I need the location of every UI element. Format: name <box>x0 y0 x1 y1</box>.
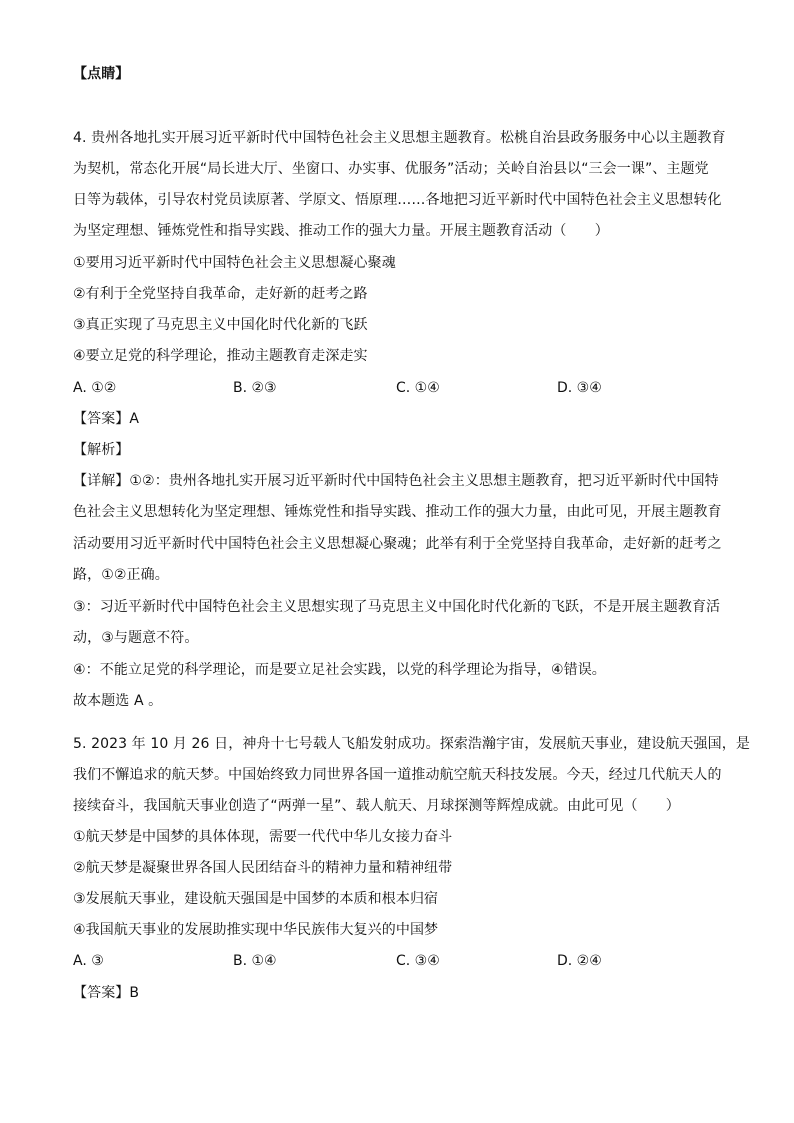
q5-stem-line-3: 接续奋斗，我国航天事业创造了“两弹一星”、载人航天、月球探测等辉煌成就。由此可见（ ） <box>73 798 680 814</box>
q4-item-2: ②有利于全党坚持自我革命，走好新的赶考之路 <box>73 286 368 302</box>
q5-stem-line-2: 我们不懈追求的航天梦。中国始终致力同世界各国一道推动航空航天科技发展。今天，经过几代航天人的 <box>73 767 722 783</box>
q4-option-a: A. ①② <box>73 380 117 396</box>
q4-detail-line-6: 动，③与题意不符。 <box>73 630 199 646</box>
q4-detail-line-1: 【详解】①②：贵州各地扎实开展习近平新时代中国特色社会主义思想主题教育，把习近平新时代中国特 <box>73 473 719 489</box>
q5-option-a: A. ③ <box>73 953 104 969</box>
q5-answer: 【答案】B <box>73 985 140 1001</box>
q4-detail-line-4: 路，①②正确。 <box>73 567 169 583</box>
q4-detail-line-2: 色社会主义思想转化为坚定理想、锤炼党性和指导实践、推动工作的强大力量，由此可见，开展主题教育 <box>73 504 722 520</box>
q4-option-d: D. ③④ <box>557 380 602 396</box>
q4-stem-line-4: 为坚定理想、锤炼党性和指导实践、推动工作的强大力量。开展主题教育活动（ ） <box>73 223 609 239</box>
q4-stem-line-3: 日等为载体，引导农村党员读原著、学原文、悟原理……各地把习近平新时代中国特色社会主义思想转化 <box>73 192 722 208</box>
q4-detail-line-7: ④：不能立足党的科学理论，而是要立足社会实践，以党的科学理论为指导，④错误。 <box>73 662 606 678</box>
q5-stem-line-1: 5. 2023 年 10 月 26 日，神舟十七号载人飞船发射成功。探索浩瀚宇宙，发展航天事业，建设航天强国，是 <box>73 736 750 752</box>
q5-item-1: ①航天梦是中国梦的具体体现，需要一代代中华儿女接力奋斗 <box>73 829 453 845</box>
q4-stem-line-1: 4. 贵州各地扎实开展习近平新时代中国特色社会主义思想主题教育。松桃自治县政务服务中心以主题教育 <box>73 130 726 146</box>
q5-option-d: D. ②④ <box>557 953 602 969</box>
q4-option-b: B. ②③ <box>233 380 277 396</box>
q5-item-2: ②航天梦是凝聚世界各国人民团结奋斗的精神力量和精神纽带 <box>73 860 453 876</box>
q5-option-b: B. ①④ <box>233 953 277 969</box>
q4-analysis-heading: 【解析】 <box>73 442 130 458</box>
dianjing-heading: 【点睛】 <box>73 66 130 82</box>
q4-option-c: C. ①④ <box>396 380 440 396</box>
q5-option-c: C. ③④ <box>396 953 440 969</box>
q5-item-3: ③发展航天事业，建设航天强国是中国梦的本质和根本归宿 <box>73 891 439 907</box>
q4-detail-line-8: 故本题选 A 。 <box>73 693 163 709</box>
q4-item-3: ③真正实现了马克思主义中国化时代化新的飞跃 <box>73 317 368 333</box>
q4-item-1: ①要用习近平新时代中国特色社会主义思想凝心聚魂 <box>73 255 396 271</box>
q4-item-4: ④要立足党的科学理论，推动主题教育走深走实 <box>73 348 368 364</box>
q4-detail-line-5: ③：习近平新时代中国特色社会主义思想实现了马克思主义中国化时代化新的飞跃，不是开展主题教育活 <box>73 599 721 615</box>
q4-detail-line-3: 活动要用习近平新时代中国特色社会主义思想凝心聚魂；此举有利于全党坚持自我革命，走好新的赶考之 <box>73 536 722 552</box>
q4-answer: 【答案】A <box>73 411 140 427</box>
q5-item-4: ④我国航天事业的发展助推实现中华民族伟大复兴的中国梦 <box>73 922 439 938</box>
q4-stem-line-2: 为契机，常态化开展“局长进大厅、坐窗口、办实事、优服务”活动；关岭自治县以“三会一课”、主题党 <box>73 161 709 177</box>
